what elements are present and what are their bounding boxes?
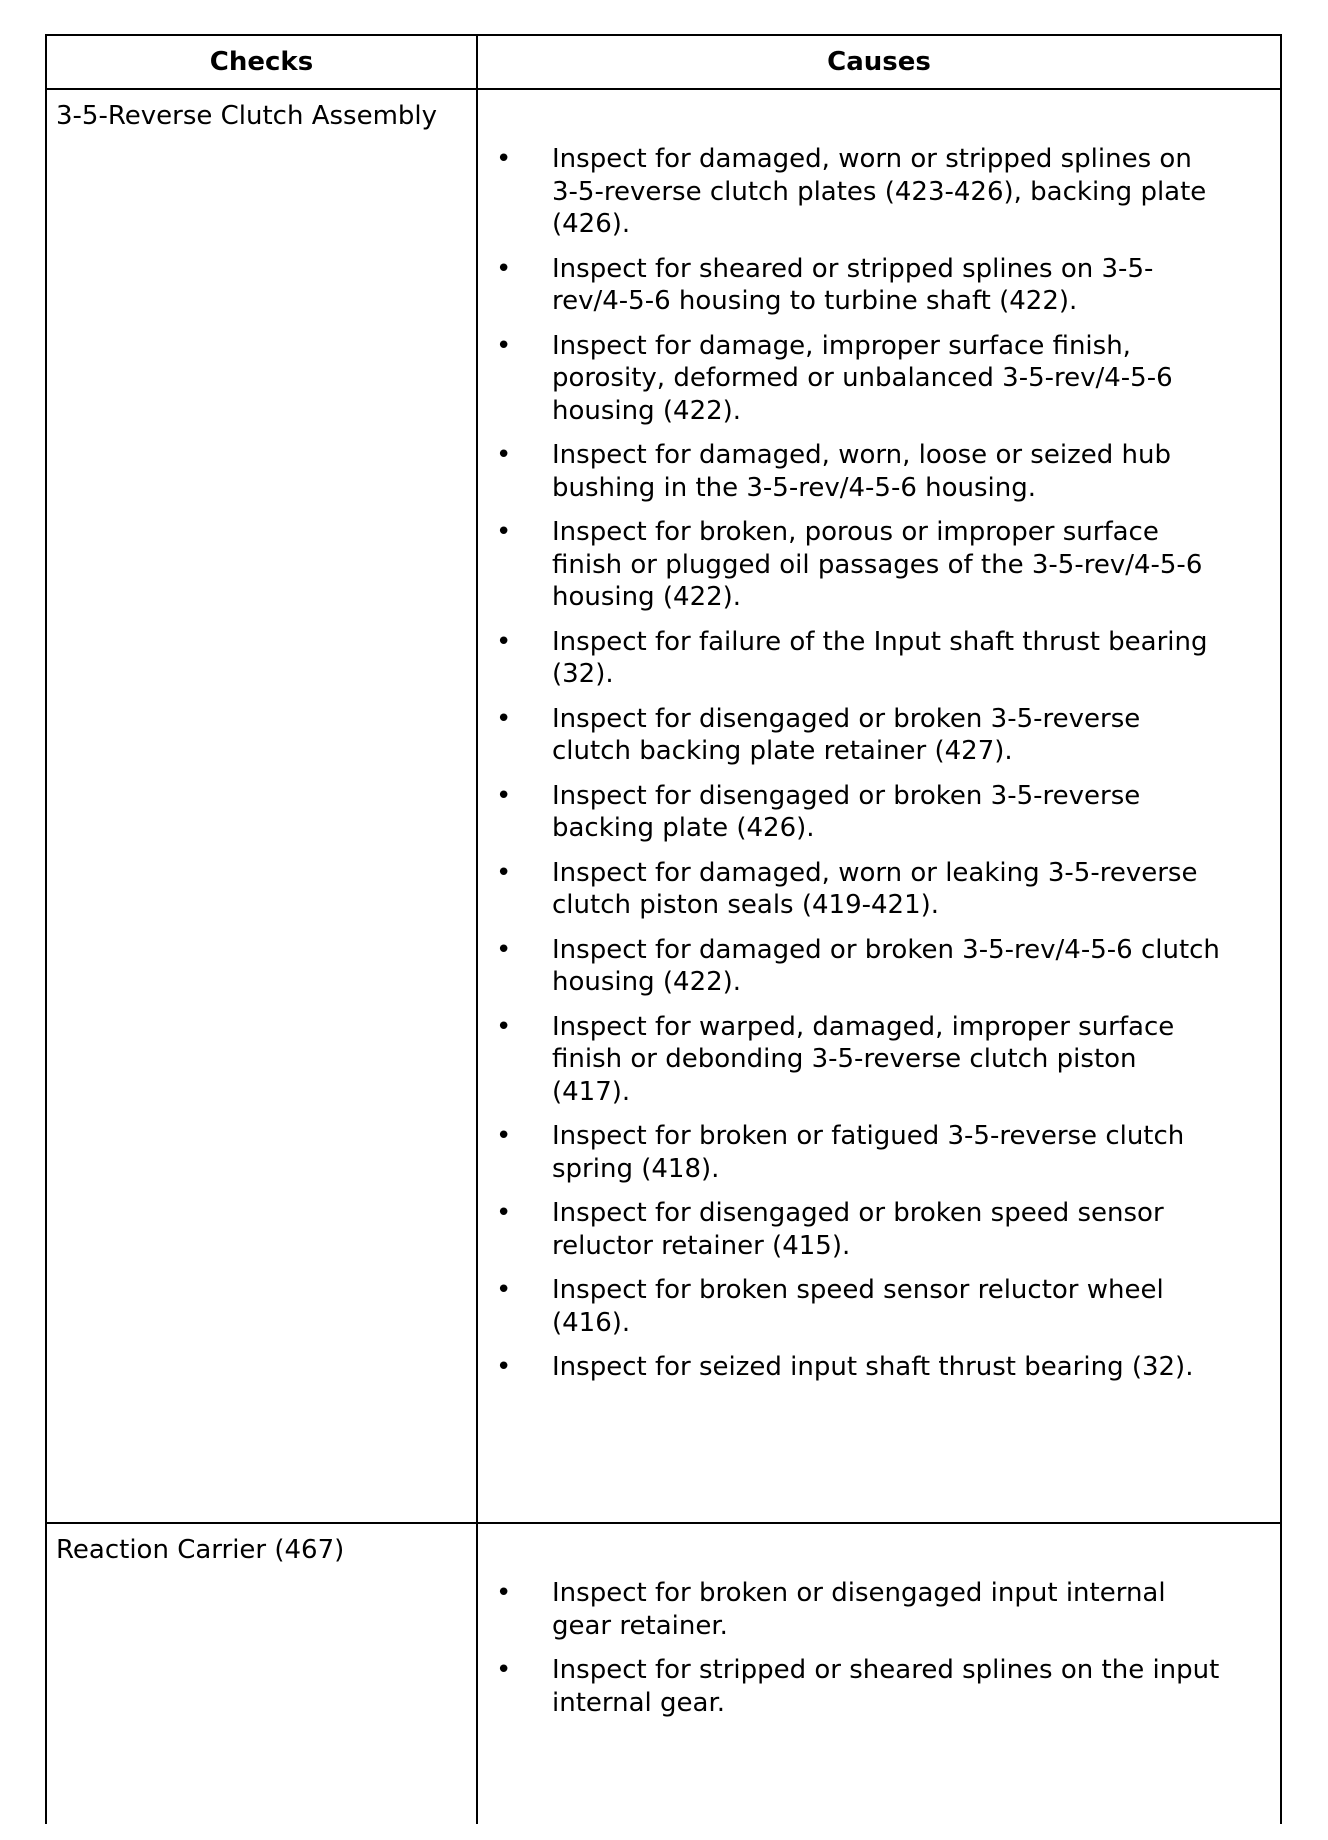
check-cell: [46, 1523, 477, 1824]
cause-item: • Inspect for disengaged or broken 3-5-reverse clutch backing plate retainer (427).: [478, 703, 1220, 768]
causes-cell: [477, 1523, 1281, 1824]
cause-item: • Inspect for damaged, worn or stripped splines on 3-5-reverse clutch plates (423-426), backing plate (426).: [478, 143, 1220, 241]
cause-list: [478, 1524, 1280, 1719]
causes-cell: [477, 89, 1281, 1523]
cause-item: • Inspect for seized input shaft thrust bearing (32).: [478, 1351, 1220, 1384]
cause-item: • Inspect for damage, improper surface finish, porosity, deformed or unbalanced 3-5-rev/4-5-6 housing (422).: [478, 330, 1220, 428]
cause-item: • Inspect for warped, damaged, improper surface finish or debonding 3-5-reverse clutch piston (417).: [478, 1011, 1220, 1109]
header-causes: Causes: [477, 35, 1281, 89]
cause-item: • Inspect for damaged, worn or leaking 3-5-reverse clutch piston seals (419-421).: [478, 857, 1220, 922]
cause-item: • Inspect for damaged or broken 3-5-rev/4-5-6 clutch housing (422).: [478, 934, 1220, 999]
cause-item: • Inspect for sheared or stripped splines on 3-5-rev/4-5-6 housing to turbine shaft (422).: [478, 253, 1220, 318]
header-checks: Checks: [46, 35, 477, 89]
cause-item: • Inspect for stripped or sheared splines on the input internal gear.: [478, 1654, 1220, 1719]
check-label: Reaction Carrier (467): [56, 1535, 345, 1565]
cause-item: • Inspect for failure of the Input shaft thrust bearing (32).: [478, 626, 1220, 691]
table-header-row: [46, 35, 1281, 89]
cause-item: • Inspect for broken, porous or improper surface finish or plugged oil passages of the 3-5-rev/4-5-6 housing (422).: [478, 516, 1220, 614]
cause-item: • Inspect for broken or fatigued 3-5-reverse clutch spring (418).: [478, 1120, 1220, 1185]
cause-item: • Inspect for disengaged or broken 3-5-reverse backing plate (426).: [478, 780, 1220, 845]
cause-list: [478, 90, 1280, 1384]
cause-item: • Inspect for damaged, worn, loose or seized hub bushing in the 3-5-rev/4-5-6 housing.: [478, 439, 1220, 504]
check-cell: [46, 89, 477, 1523]
checks-causes-table: [45, 34, 1282, 1824]
table-row: [46, 1523, 1281, 1824]
check-label: 3-5-Reverse Clutch Assembly: [56, 101, 438, 131]
cause-item: • Inspect for broken speed sensor reluctor wheel (416).: [478, 1274, 1220, 1339]
cause-item: • Inspect for broken or disengaged input internal gear retainer.: [478, 1577, 1220, 1642]
cause-item: • Inspect for disengaged or broken speed sensor reluctor retainer (415).: [478, 1197, 1220, 1262]
table-row: [46, 89, 1281, 1523]
